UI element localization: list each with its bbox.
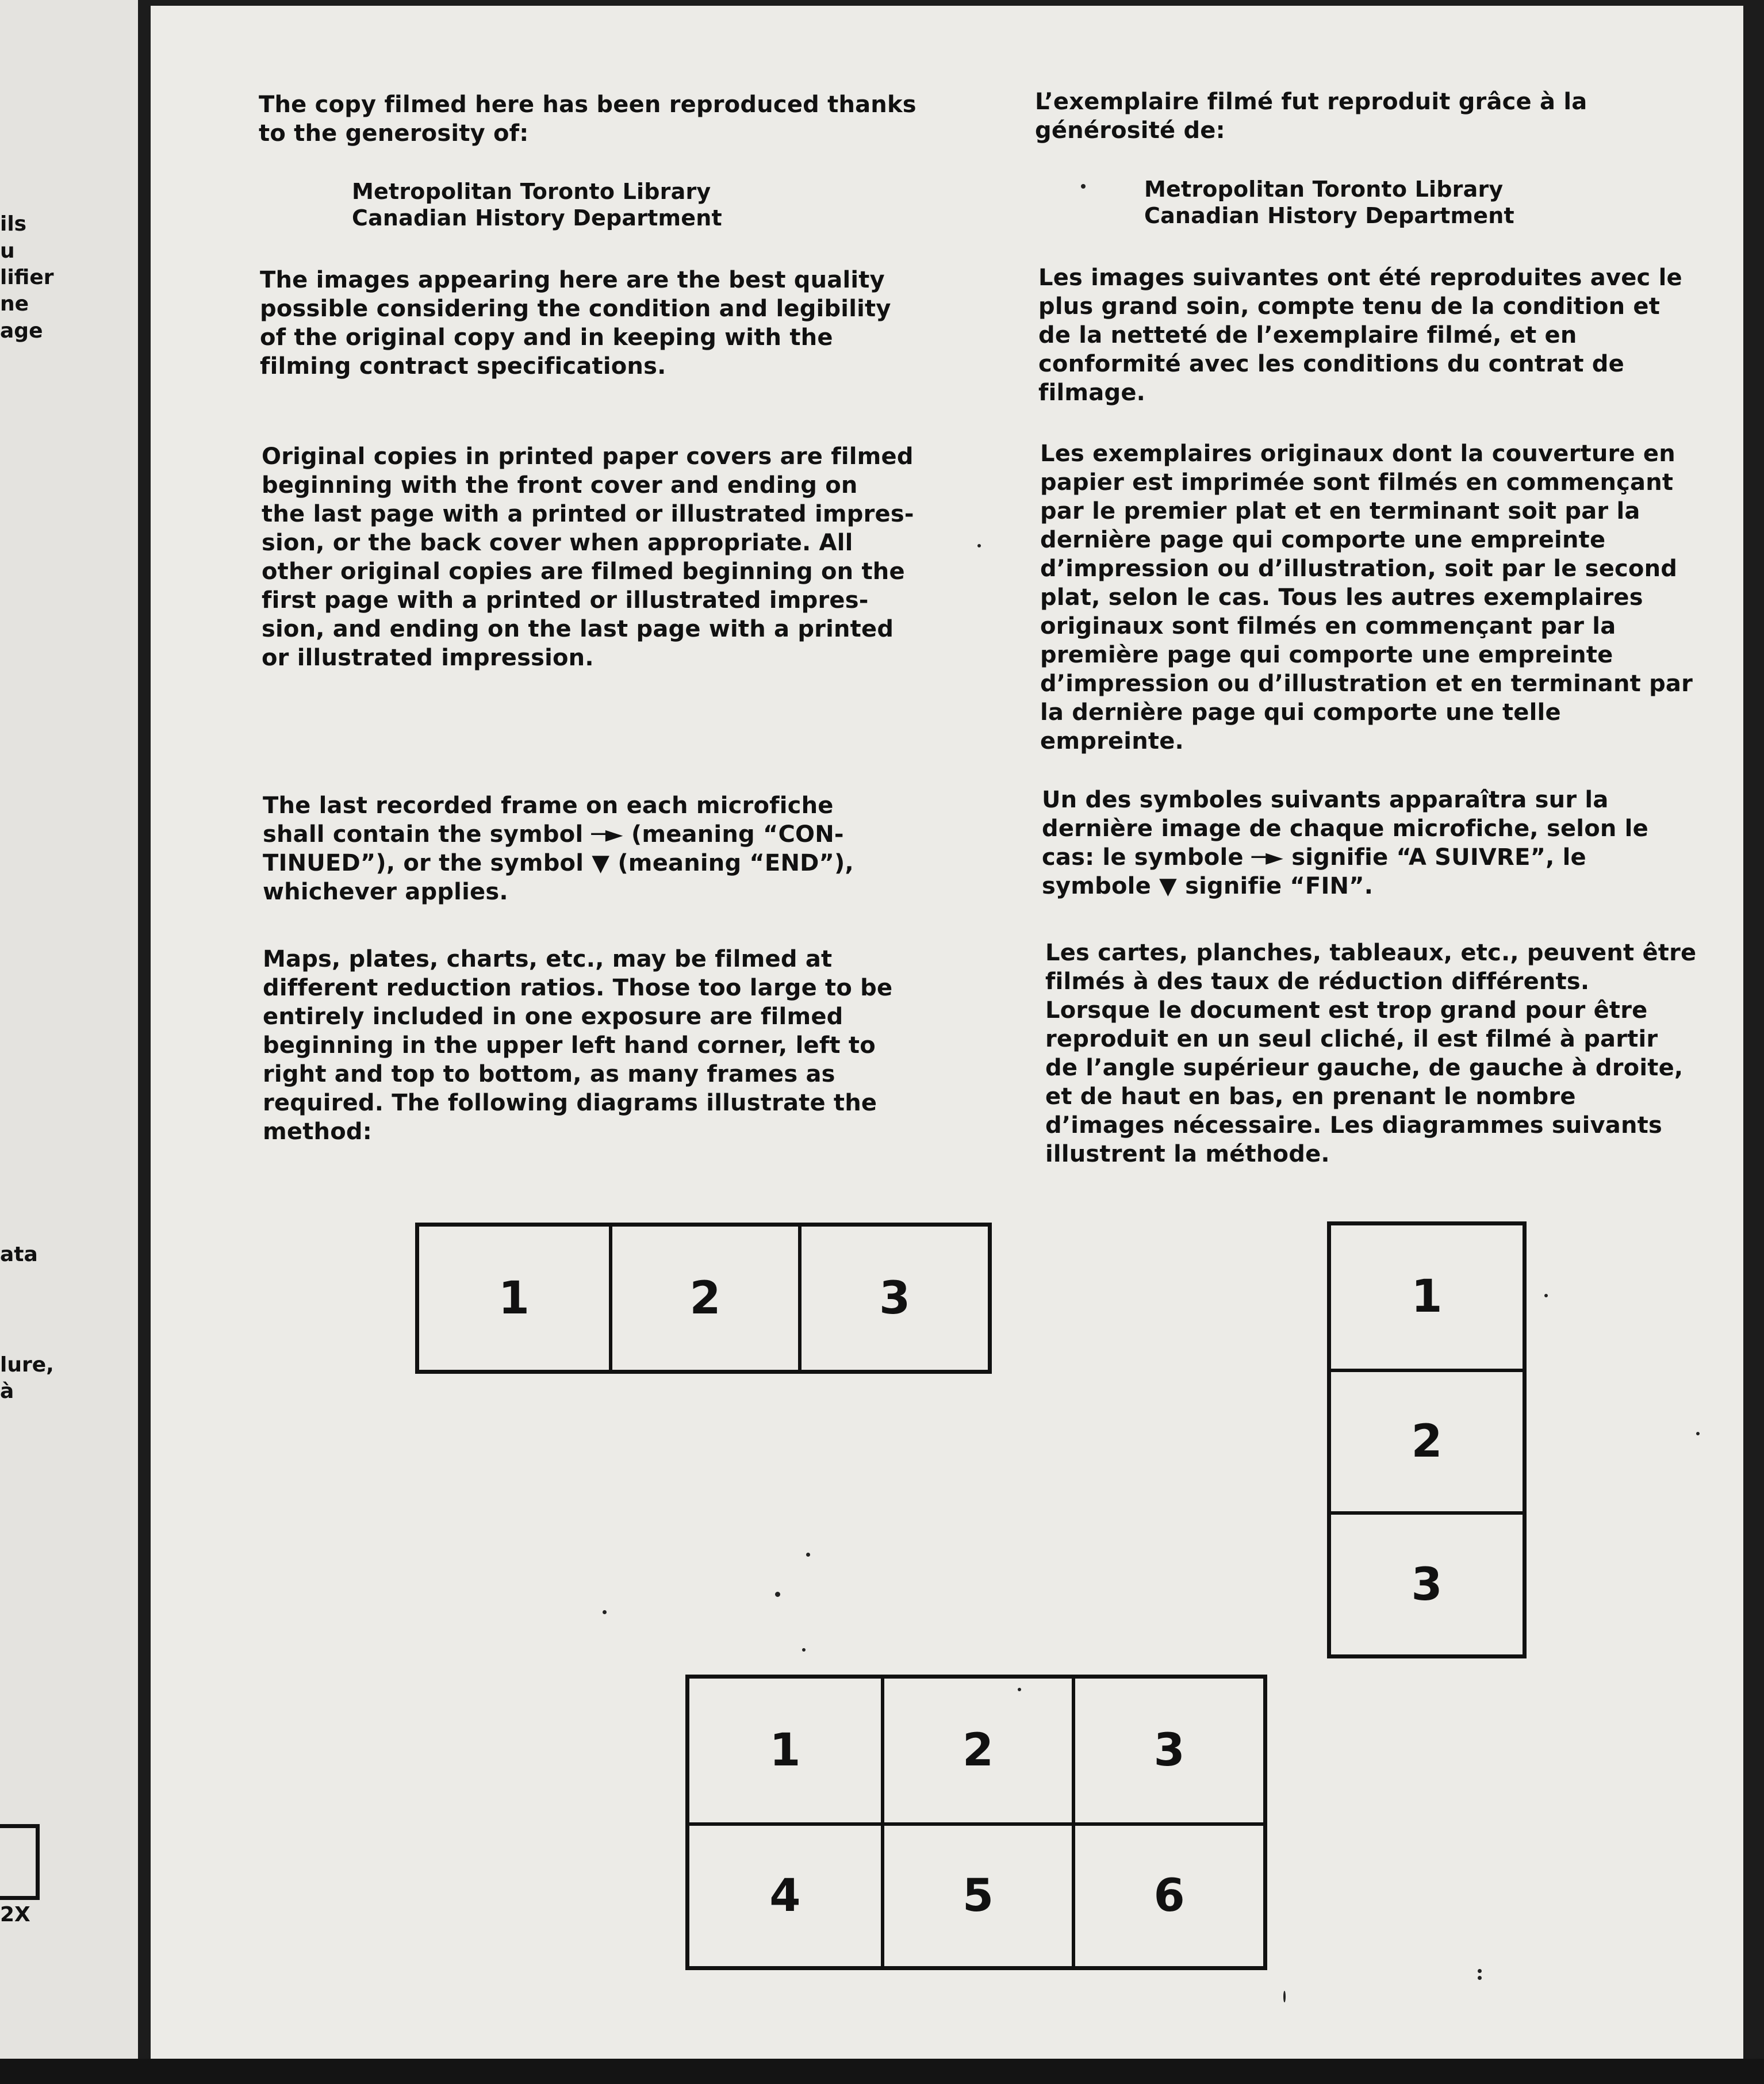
diagram-column-three [1327,1221,1527,1658]
film-speck [806,1553,810,1557]
frame-cell: 3 [1331,1511,1523,1654]
film-speck [1696,1432,1700,1435]
film-speck [1478,1969,1482,1973]
edge-fragment: ne [0,292,29,316]
en-maps: Maps, plates, charts, etc., may be filmed at different reduction ratios. Those too large to be entirely included in one exposure are filmed beginning in the upper left hand corner, left to right and top to bottom, as many frames as required. The following diagrams illustrate the method: [263,946,893,1145]
frame-cell: 2 [1331,1369,1523,1512]
film-speck [1478,1976,1482,1980]
film-speck [1283,1991,1286,2002]
film-speck [603,1610,607,1614]
edge-fragment: lure, [0,1353,54,1377]
fr-maps: Les cartes, planches, tableaux, etc., peuvent être filmés à des taux de réduction différents. Lorsque le document est trop grand pour être reproduit en un seul cliché, il est filmé à partir de l’angle supérieur gauche, de gauche à droite, et de haut en bas, en prenant le nombre d’images nécessaire. Les diagrammes suivants illustrent la méthode. [1045,940,1697,1167]
fr-covers: Les exemplaires originaux dont la couverture en papier est imprimée sont filmés en commençant par le premier plat et en terminant soit par la dernière page qui comporte une empreinte d’impression ou d’illustration, soit par le second plat, selon le cas. Tous les autres exemplaires originaux sont filmés en commençant par la première page qui comporte une empreinte d’impression ou d’illustration et en terminant par la dernière page qui comporte une telle empreinte. [1040,440,1693,754]
frame-cell: 2 [609,1227,799,1370]
diagram-grid-six [685,1675,1267,1970]
frame-cell: 1 [498,1272,530,1324]
frame-cell: 4 [689,1822,881,1966]
diagram-row-three [415,1223,992,1374]
en-quality: The images appearing here are the best quality possible considering the condition and legibility of the original copy and in keeping with the filming contract specifications. [260,267,891,380]
frame-cell: 2 [881,1679,1072,1822]
fr-library: Metropolitan Toronto Library Canadian History Department [1144,177,1514,228]
fr-quality: Les images suivantes ont été reproduites avec le plus grand soin, compte tenu de la condition et de la netteté de l’exemplaire filmé, et en conformité avec les conditions du contrat de filmage. [1038,265,1682,406]
edge-fragment: u [0,239,15,263]
edge-fragment: ils [0,212,27,236]
frame-cell: 1 [769,1725,801,1776]
edge-fragment: age [0,319,43,343]
film-speck [802,1648,806,1652]
film-border-right [1743,0,1764,2084]
en-symbols: The last recorded frame on each microfiche shall contain the symbol ─► (meaning “CON- TINUED”), or the symbol ▼ (meaning “END”), whichever applies. [263,792,854,905]
fr-symbols: Un des symboles suivants apparaîtra sur la dernière image de chaque microfiche, selon le cas: le symbole ─► signifie “A SUIVRE”, le symbole ▼ signifie “FIN”. [1042,787,1648,899]
adjacent-frame-strip [0,0,143,2059]
film-edge-bar [138,0,151,2064]
film-speck [1018,1688,1021,1691]
edge-fragment: lifier [0,266,54,289]
film-border-bottom [0,2059,1764,2084]
edge-fragment: à [0,1380,14,1403]
frame-cell: 3 [798,1227,988,1370]
film-speck [1544,1294,1548,1297]
edge-fragment: ata [0,1243,38,1266]
edge-fragment-box [0,1824,40,1900]
en-intro: The copy filmed here has been reproduced thanks to the generosity of: [259,91,916,147]
frame-cell: 5 [881,1822,1072,1966]
en-covers: Original copies in printed paper covers are filmed beginning with the front cover and ending on the last page with a printed or illustrated impres- sion, or the back cover when appropriate. All other original copies are filmed beginning on the first page with a printed or illustrated impres- sion, and ending on the last page with a printed or illustrated impression. [262,443,914,671]
frame-cell: 6 [1072,1822,1263,1966]
film-speck [1081,184,1086,189]
edge-fragment: 2X [0,1903,30,1926]
frame-cell: 1 [1411,1271,1443,1323]
frame-cell: 3 [1072,1679,1263,1822]
fr-intro: L’exemplaire filmé fut reproduit grâce à la générosité de: [1035,89,1587,144]
film-speck [775,1592,780,1597]
film-border-top [151,0,1764,6]
en-library: Metropolitan Toronto Library Canadian History Department [352,179,722,231]
film-speck [977,544,981,547]
